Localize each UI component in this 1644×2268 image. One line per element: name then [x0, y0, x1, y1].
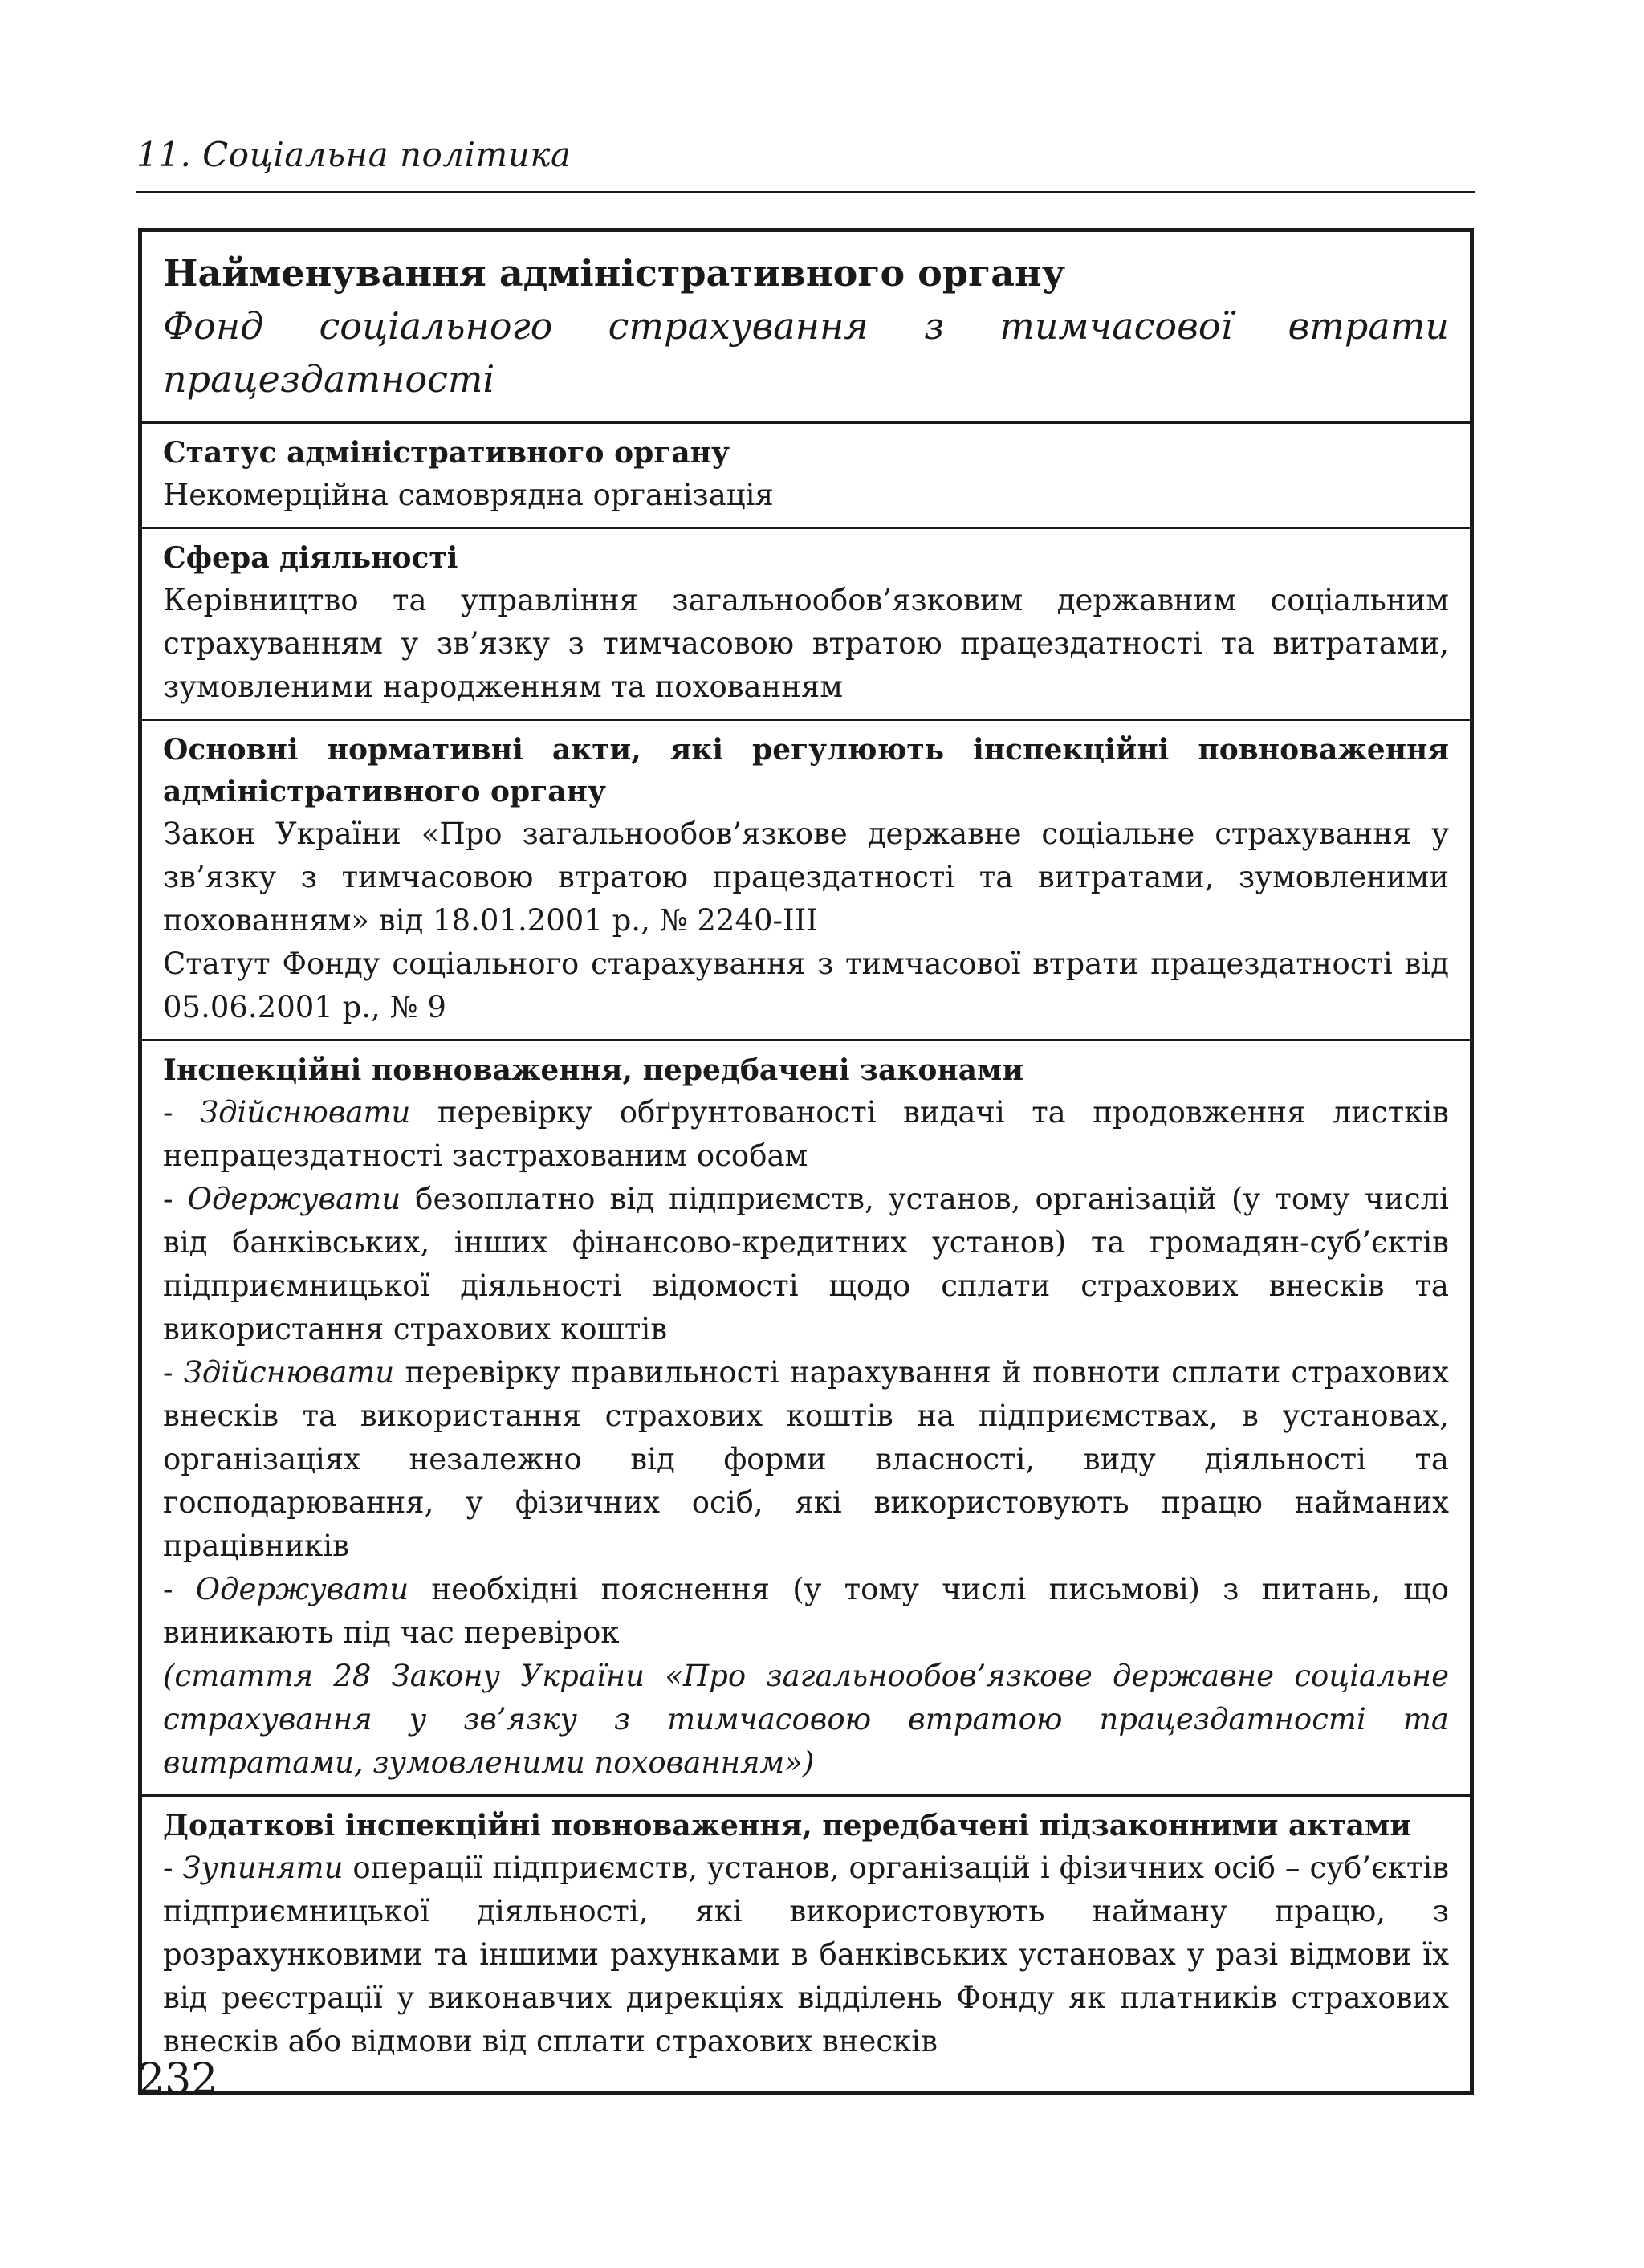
law-citation: (стаття 28 Закону України «Про загальнообов’язкове державне соціальне страхування у зв’язку з тимчасовою втратою працездатності та витратами, зумовленими похованням») — [163, 1659, 1449, 1780]
item-dash: - — [163, 1851, 183, 1885]
section-additional-title: Додаткові інспекційні повноваження, передбачені підзаконними актами — [163, 1809, 1411, 1842]
item-verb: Зупиняти — [182, 1851, 344, 1885]
item-verb: Здійснювати — [183, 1355, 395, 1390]
section-acts-title: Основні нормативні акти, які регулюють інспекційні повноваження адміністративного органу — [163, 733, 1449, 808]
section-acts — [142, 721, 1470, 1041]
list-item — [163, 1178, 1449, 1351]
act-statute: Статут Фонду соціального старахування з тимчасової втрати працездатності від 05.06.2001 р., № 9 — [163, 947, 1449, 1024]
section-name-value: Фонд соціального страхування з тимчасової втрати працездатності — [163, 304, 1449, 401]
section-sphere-value: Керівництво та управління загальнообов’язковим державним соціальним страхуванням у зв’язку з тимчасовою втратою працездатності та витратами, зумовленими народженням та похованням — [163, 583, 1449, 704]
item-dash: - — [163, 1182, 188, 1216]
running-head: 11. Соціальна політика — [136, 135, 572, 174]
act-law: Закон України «Про загальнообов’язкове державне соціальне страхування у зв’язку з тимчасовою втратою працездатності та витратами, зумовленими похованням» від 18.01.2001 р., № 2240-ІІІ — [163, 816, 1449, 938]
section-status — [142, 424, 1470, 529]
section-status-value: Некомерційна самоврядна організація — [163, 478, 774, 512]
item-text: перевірку правильності нарахування й повноти сплати страхових внесків та використання страхових коштів на підприємствах, в установах, організаціях незалежно від форми власності, виду діяльності та господарювання, у фізичних осіб, які використовують працю найманих працівників — [163, 1355, 1449, 1563]
item-verb: Здійснювати — [200, 1095, 411, 1130]
header-rule — [136, 191, 1475, 193]
section-additional — [142, 1797, 1470, 2091]
section-status-title: Статус адміністративного органу — [163, 436, 730, 470]
item-dash: - — [163, 1355, 184, 1390]
list-item — [163, 1847, 1449, 2063]
item-text: операції підприємств, установ, організацій і фізичних осіб – суб’єктів підприємницької діяльності, які використовують найману працю, з розрахунковими та іншими рахунками в банківських установах у разі відмови їх від реєстрації у виконавчих дирекціях відділень Фонду як платників страхових внесків або відмови від сплати страхових внесків — [163, 1851, 1450, 2058]
item-text: необхідні пояснення (у тому числі письмові) з питань, що виникають під час перевірок — [163, 1572, 1450, 1650]
section-powers-title: Інспекційні повноваження, передбачені законами — [163, 1053, 1024, 1087]
list-item — [163, 1351, 1449, 1568]
item-dash: - — [163, 1572, 196, 1606]
item-text: перевірку обґрунтованості видачі та продовження листків непрацездатності застрахованим особам — [163, 1095, 1450, 1173]
section-name — [142, 232, 1470, 424]
list-item — [163, 1568, 1449, 1655]
section-sphere — [142, 529, 1470, 721]
section-sphere-title: Сфера діяльності — [163, 541, 458, 575]
section-name-title: Найменування адміністративного органу — [163, 251, 1066, 295]
item-verb: Одержувати — [195, 1572, 409, 1606]
section-powers — [142, 1041, 1470, 1797]
item-dash: - — [163, 1095, 201, 1130]
item-text: безоплатно від підприємств, установ, організацій (у тому числі від банківських, інших фінансово-кредитних установ) та громадян-суб’єктів підприємницької діяльності відомості щодо сплати страхових внесків та використання страхових коштів — [163, 1182, 1449, 1346]
page-number: 232 — [138, 2055, 218, 2103]
item-verb: Одержувати — [187, 1182, 401, 1216]
list-item — [163, 1091, 1449, 1178]
info-card — [138, 228, 1474, 2095]
